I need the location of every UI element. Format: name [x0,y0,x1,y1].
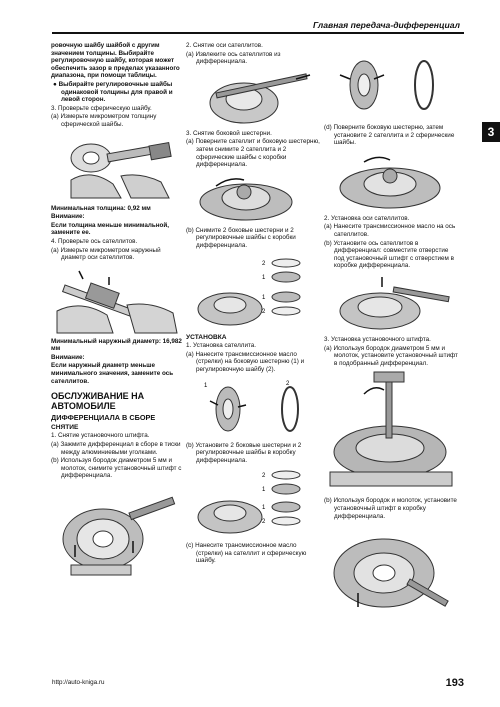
attention-2-label: Внимание: [51,353,85,361]
header-title: Главная передача-дифференциал [312,20,460,30]
c3-step-d: (d) Поверните боковую шестерню, затем установите 2 сателлита и 2 сферические шайбы. [324,124,455,147]
min-thickness: Минимальная толщина: 0,92 мм [51,204,151,212]
bullet-same-thickness: ● Выбирайте регулировочные шайбы одинаковой толщины для правой и левой сторон. [53,80,173,104]
figure-rotate-gears [186,172,320,224]
figure-oil-gear-washer [186,377,320,439]
install-title: УСТАНОВКА [186,333,227,341]
column-2 [186,42,320,566]
figure-install-pinions [324,150,458,212]
label-washer-2: 2 [286,380,290,387]
c3-step-3a: (a) Используя бородок диаметром 5 мм и молоток, установите установочный штифт в подобранный дифференциал. [324,344,458,367]
section-tab: 3 [482,122,500,142]
c2-install-1b: (b) Установите 2 боковые шестерни и 2 регулировочные шайбы в коробку дифференциала. [186,441,302,464]
label-1-top: 1 [262,274,266,281]
figure-pinion-washer [324,45,458,121]
page-number: 193 [445,677,464,689]
removal-step-1a: (a) Зажмите дифференциал в сборе в тиски между алюминиевыми уголками. [51,441,181,456]
label-2-bottom: 2 [262,308,266,315]
subsection-title: ДИФФЕРЕНЦИАЛА В СБОРЕ [51,413,156,423]
figure-micrometer-shaft [51,265,183,335]
column-3 [324,42,458,624]
attention-2-text: Если наружный диаметр меньше минимального значения, замените ось сателлитов. [51,362,174,385]
c2-install-1a: (a) Нанесите трансмиссионное масло (стрелки) на боковую шестерню (1) и регулировочную шайбу (2). [186,350,305,373]
footer-url[interactable]: http://auto-kniga.ru [52,679,105,686]
c2-step-3a: (a) Поверните сателлит и боковую шестерню, затем снимите 2 сателлита и 2 сферические шайбы с коробки дифференциала. [186,138,320,169]
step-4a: (a) Измерьте микрометром наружный диаметр оси сателлитов. [51,246,161,262]
label-b-2-top: 2 [262,473,266,480]
figure-micrometer-washer [51,132,183,202]
label-b-1-bottom: 1 [262,505,266,512]
figure-remove-pin [51,483,183,583]
c2-step-3b: (b) Снимите 2 боковые шестерни и 2 регулировочные шайбы с коробки дифференциала. [186,226,296,249]
step-4: 4. Проверьте ось сателлитов. [51,237,138,245]
figure-side-gears [186,253,320,331]
c2-install-1c: (c) Нанесите трансмиссионное масло (стрелки) на сателлит и сферическую шайбу. [186,542,307,565]
column-1 [51,42,183,586]
removal-title: СНЯТИЕ [51,423,79,431]
c3-step-2a: (a) Нанесите трансмиссионное масло на ось сателлитов. [324,223,456,238]
page-header [0,0,500,40]
figure-install-pin-case [324,523,458,621]
section-title: ОБСЛУЖИВАНИЕ НА АВТОМОБИЛЕ [51,391,145,412]
step-3a: (a) Измерьте микрометром толщину сферической шайбы. [51,113,157,128]
c2-install-1: 1. Установка сателлита. [186,342,257,350]
attention-1-label: Внимание: [51,213,85,221]
figure-install-pin-vise [324,370,458,494]
attention-1-text: Если толщина меньше минимальной, замените ее. [51,221,170,237]
label-1-bottom: 1 [262,294,266,301]
page-footer [52,677,464,695]
step-3: 3. Проверьте сферическую шайбу. [51,104,152,112]
c3-step-2: 2. Установка оси сателлитов. [324,214,410,222]
c3-step-3b: (b) Используя бородок и молоток, установите установочный штифт в коробку дифференциала. [324,497,457,520]
removal-step-1: 1. Снятие установочного штифта. [51,432,150,440]
figure-remove-shaft [186,69,320,127]
label-b-1-top: 1 [262,487,266,494]
label-2-top: 2 [262,260,266,267]
text-shim-selection: ровочную шайбу шайбой с другим значением толщины. Выбирайте регулировочную шайбу, которая может обеспечить зазор в пределах указанного диапазона, при помощи таблицы. [51,42,180,80]
c2-step-3: 3. Снятие боковой шестерни. [186,129,272,137]
figure-install-shaft [324,273,458,333]
c3-step-3: 3. Установка установочного штифта. [324,335,431,343]
min-diameter: Минимальный наружный диаметр: 16,982 мм [51,337,182,353]
removal-step-1b: (b) Используя бородок диаметром 5 мм и молоток, снимите установочный штифт с дифференциала. [51,457,182,480]
c2-step-2a: (a) Извлеките ось сателлитов из дифференциала. [186,50,281,66]
label-gear-1: 1 [204,382,208,389]
c2-step-2: 2. Снятие оси сателлитов. [186,42,263,49]
label-b-2-bottom: 2 [262,519,266,526]
figure-install-side-gears [186,467,320,539]
c3-step-2b: (b) Установите ось сателлитов в дифференциал: совместите отверстие под установочный штифт с отверстием в коробке дифференциала. [324,239,454,270]
header-rule [52,32,464,34]
